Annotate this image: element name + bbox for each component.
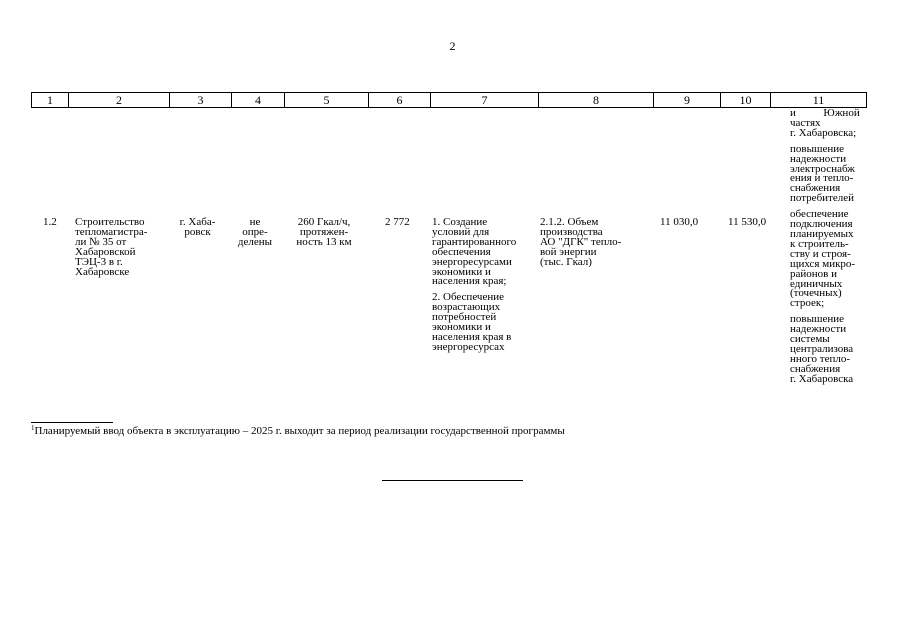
value-col10: 11 530,0 — [728, 216, 767, 228]
column-number-header — [31, 92, 867, 108]
col11-paragraph-1: повышение надежности электроснабж ения и тепло- снабжения потребителей — [790, 142, 855, 205]
col-header-5: 5 — [285, 93, 369, 108]
col-header-2: 2 — [69, 93, 170, 108]
col-header-7: 7 — [431, 93, 539, 108]
col11-paragraph-3: повышение надежности системы централизова нного тепло- снабжения г. Хабаровска — [790, 313, 854, 385]
goals — [432, 218, 536, 353]
col-header-6: 6 — [369, 93, 431, 108]
indicator: 2.1.2. Объем производства АО "ДГК" тепло- вой энергии (тыс. Гкал) — [540, 216, 622, 268]
location: г. Хаба- ровск — [179, 216, 216, 238]
col-header-9: 9 — [654, 93, 721, 108]
col-header-11: 11 — [771, 93, 867, 108]
footnote — [31, 425, 565, 437]
row-number: 1.2 — [43, 216, 57, 228]
footnote-mark: 1 — [31, 424, 35, 432]
col-header-4: 4 — [232, 93, 285, 108]
col11-text — [790, 109, 876, 385]
col-header-10: 10 — [721, 93, 771, 108]
col11-continued: и Южной частях г. Хабаровска; — [790, 107, 860, 139]
footnote-separator — [31, 422, 113, 423]
col-header-3: 3 — [170, 93, 232, 108]
object-name: Строительство тепломагистра- ли № 35 от Хабаровской ТЭЦ-3 в г. Хабаровске — [75, 216, 148, 278]
end-separator — [382, 480, 523, 481]
page-number: 2 — [449, 39, 456, 53]
col-header-1: 1 — [32, 93, 69, 108]
period: не опре- делены — [237, 216, 273, 248]
goal-2: 2. Обеспечение возрастающих потребностей экономики и населения края в энергоресурсах — [432, 291, 512, 353]
col-header-8: 8 — [539, 93, 654, 108]
cost: 2 772 — [385, 216, 410, 228]
capacity: 260 Гкал/ч, протяжен- ность 13 км — [296, 216, 352, 248]
footnote-text: Планируемый ввод объекта в эксплуатацию – 2025 г. выходит за период реализации государственной программы — [34, 425, 565, 437]
col11-paragraph-2: обеспечение подключения планируемых к строитель- ству и строя- щихся микро- районов и единичных (точечных) строек; — [790, 208, 856, 310]
value-col9: 11 030,0 — [660, 216, 699, 228]
goal-1: 1. Создание условий для гарантированного обеспечения энергоресурсами экономики и населения края; — [432, 216, 517, 288]
